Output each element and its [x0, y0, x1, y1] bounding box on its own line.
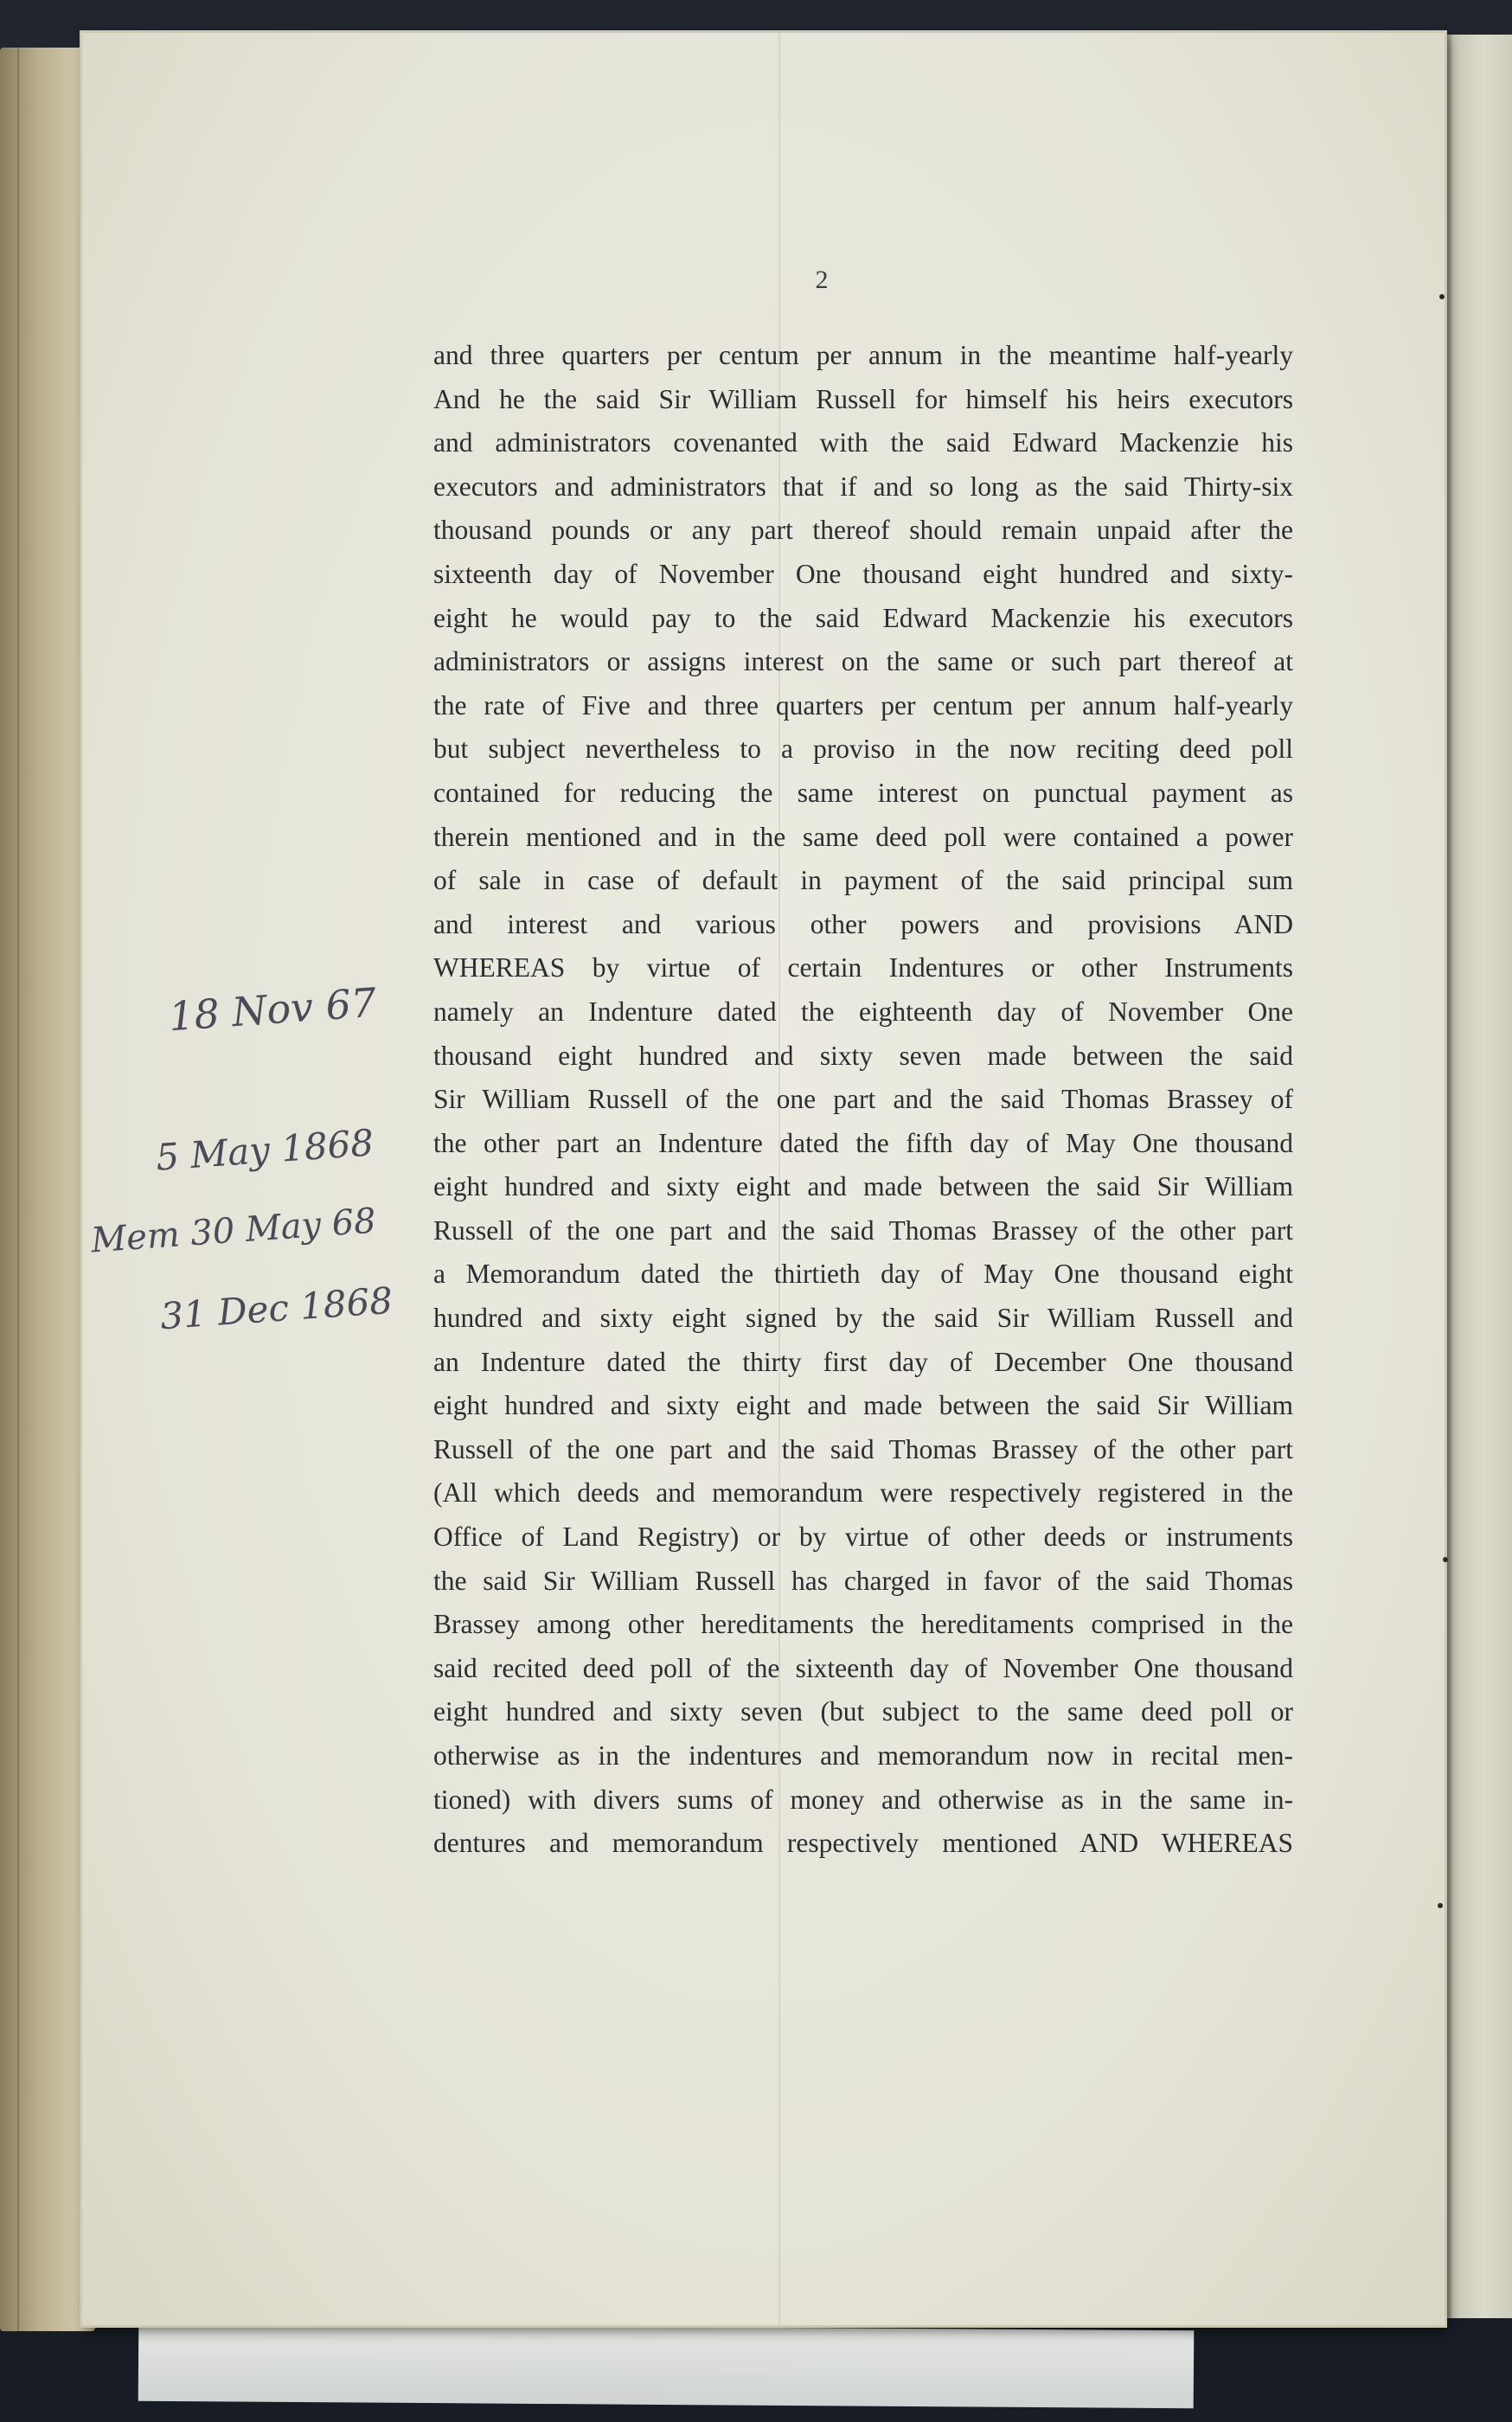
- text-line: the rate of Five and three quarters per centum per annum half-yearly: [433, 689, 1293, 721]
- text-line: executors and administrators that if and so long as the said Thirty-six: [433, 471, 1293, 502]
- margin-note: 5 May 1868: [154, 1121, 375, 1179]
- text-line: eight he would pay to the said Edward Mackenzie his executors: [433, 602, 1293, 633]
- text-line: namely an Indenture dated the eighteenth day of November One: [433, 996, 1293, 1027]
- text-line: eight hundred and sixty eight and made between the said Sir William: [433, 1171, 1293, 1202]
- text-line: of sale in case of default in payment of the said principal sum: [433, 865, 1293, 896]
- text-line: and interest and various other powers and provisions AND: [433, 908, 1293, 939]
- left-page-edges: [0, 48, 95, 2331]
- text-line: WHEREAS by virtue of certain Indentures or other Instruments: [433, 952, 1293, 984]
- text-line: therein mentioned and in the same deed poll were contained a power: [433, 821, 1293, 852]
- text-line: otherwise as in the indentures and memorandum now in recital men-: [433, 1740, 1293, 1771]
- text-line: and three quarters per centum per annum in the meantime half-yearly: [433, 340, 1293, 370]
- text-line: administrators or assigns interest on the same or such part thereof at: [433, 646, 1293, 677]
- text-line: eight hundred and sixty seven (but subject to the same deed poll or: [433, 1696, 1293, 1727]
- text-line: dentures and memorandum respectively mentioned AND WHEREAS: [433, 1828, 1293, 1859]
- text-line: thousand pounds or any part thereof should remain unpaid after the: [433, 515, 1293, 546]
- text-line: (All which deeds and memorandum were respectively registered in the: [433, 1477, 1293, 1509]
- text-line: tioned) with divers sums of money and otherwise as in the same in-: [433, 1784, 1293, 1815]
- text-line: Russell of the one part and the said Thomas Brassey of the other part: [433, 1214, 1293, 1246]
- margin-note: 31 Dec 1868: [158, 1278, 394, 1338]
- binding-hole-mark: [1438, 1903, 1443, 1908]
- text-line: Brassey among other hereditaments the hereditaments comprised in the: [433, 1609, 1293, 1640]
- text-line: Sir William Russell of the one part and the said Thomas Brassey of: [433, 1084, 1293, 1115]
- text-line: sixteenth day of November One thousand eight hundred and sixty-: [433, 558, 1293, 589]
- binding-hole-mark: [1443, 1557, 1448, 1562]
- text-line: and administrators covenanted with the said Edward Mackenzie his: [433, 427, 1293, 458]
- lower-page-strip: [138, 2323, 1195, 2409]
- text-line: the other part an Indenture dated the fifth day of May One thousand: [433, 1127, 1293, 1158]
- text-line: said recited deed poll of the sixteenth day of November One thousand: [433, 1652, 1293, 1683]
- text-line: Russell of the one part and the said Thomas Brassey of the other part: [433, 1433, 1293, 1464]
- page-number: 2: [815, 266, 829, 294]
- text-line: And he the said Sir William Russell for himself his heirs executors: [433, 383, 1293, 414]
- text-line: eight hundred and sixty eight and made between the said Sir William: [433, 1390, 1293, 1421]
- text-line: an Indenture dated the thirty first day of December One thousand: [433, 1346, 1293, 1377]
- text-line: but subject nevertheless to a proviso in the now reciting deed poll: [433, 734, 1293, 765]
- text-line: hundred and sixty eight signed by the said Sir William Russell and: [433, 1303, 1293, 1334]
- margin-note: Mem 30 May 68: [89, 1201, 378, 1261]
- right-page-edge: [1440, 35, 1512, 2318]
- text-line: thousand eight hundred and sixty seven made between the said: [433, 1040, 1293, 1071]
- text-line: the said Sir William Russell has charged in favor of the said Thomas: [433, 1565, 1293, 1596]
- margin-note: 18 Nov 67: [167, 978, 378, 1041]
- text-line: a Memorandum dated the thirtieth day of May One thousand eight: [433, 1259, 1293, 1290]
- text-line: contained for reducing the same interest on punctual payment as: [433, 777, 1293, 808]
- body-text: [433, 334, 1293, 1866]
- text-line: Office of Land Registry) or by virtue of other deeds or instruments: [433, 1522, 1293, 1553]
- binding-hole-mark: [1439, 294, 1445, 299]
